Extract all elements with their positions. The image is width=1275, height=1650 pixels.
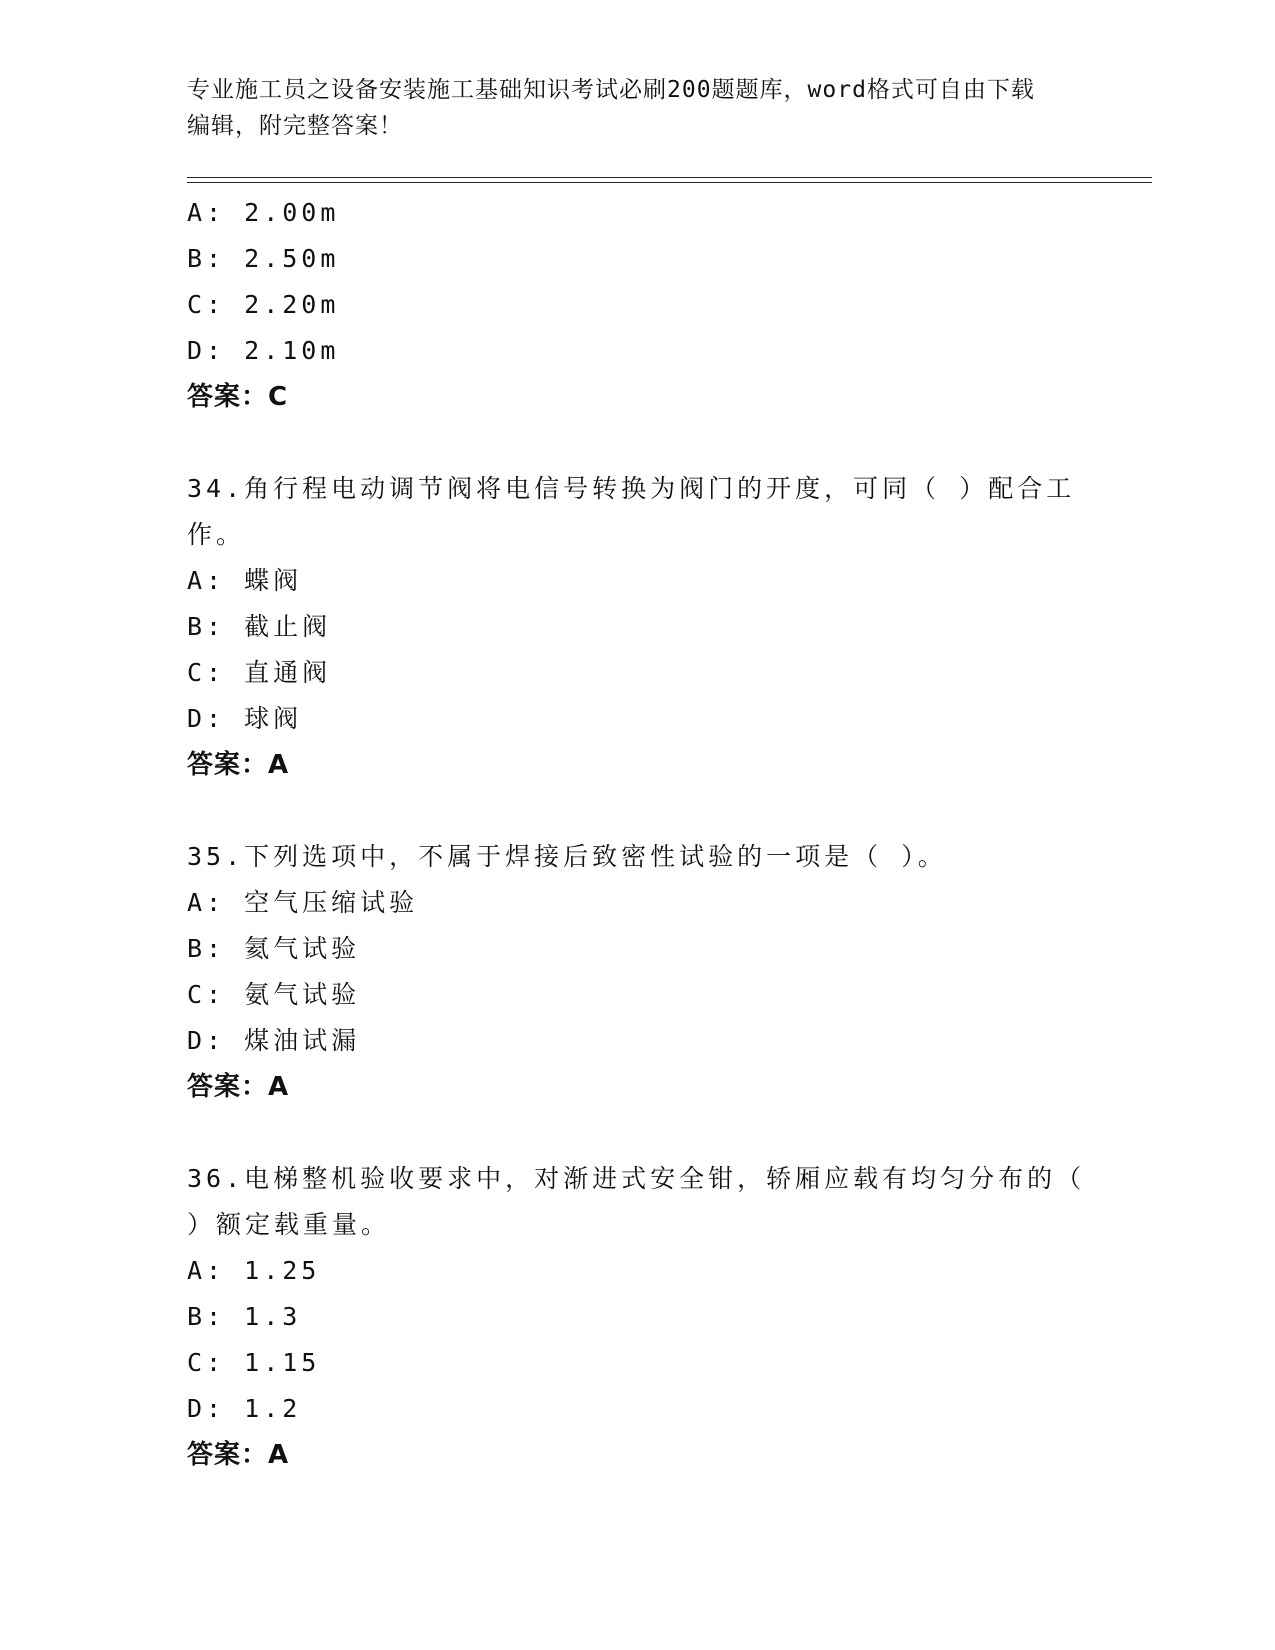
question-stem-line: 36.电梯整机验收要求中，对渐进式安全钳，轿厢应载有均匀分布的（ xyxy=(187,1164,1086,1193)
question-block xyxy=(187,190,1087,420)
header-line-1: 专业施工员之设备安装施工基础知识考试必刷200题题库，word格式可自由下载 xyxy=(187,77,1035,103)
option-c: C: 1.15 xyxy=(187,1348,321,1377)
option-d: D: 球阀 xyxy=(187,704,303,733)
option-a: A: 1.25 xyxy=(187,1256,321,1285)
option-d: D: 2.10m xyxy=(187,336,340,365)
option-d: D: 煤油试漏 xyxy=(187,1026,361,1055)
option-b: B: 截止阀 xyxy=(187,612,332,641)
option-c: C: 氨气试验 xyxy=(187,980,361,1009)
question-stem-line: 35.下列选项中，不属于焊接后致密性试验的一项是（ ）。 xyxy=(187,842,947,871)
answer-label: 答案：A xyxy=(187,1440,290,1470)
option-b: B: 1.3 xyxy=(187,1302,302,1331)
header-line-2: 编辑，附完整答案！ xyxy=(187,113,403,139)
header-divider-bottom xyxy=(187,182,1152,183)
question-stem-line: ）额定载重量。 xyxy=(187,1210,391,1239)
option-a: A: 蝶阀 xyxy=(187,566,303,595)
spacer xyxy=(187,788,1087,834)
question-block xyxy=(187,466,1087,788)
option-c: C: 直通阀 xyxy=(187,658,332,687)
document-header xyxy=(187,72,1087,144)
option-a: A: 空气压缩试验 xyxy=(187,888,419,917)
option-c: C: 2.20m xyxy=(187,290,340,319)
question-stem-line: 34.角行程电动调节阀将电信号转换为阀门的开度，可同（ ）配合工 xyxy=(187,474,1076,503)
option-d: D: 1.2 xyxy=(187,1394,302,1423)
spacer xyxy=(187,1110,1087,1156)
spacer xyxy=(187,420,1087,466)
question-list xyxy=(187,190,1087,1478)
option-a: A: 2.00m xyxy=(187,198,340,227)
option-b: B: 2.50m xyxy=(187,244,340,273)
answer-label: 答案：C xyxy=(187,382,289,412)
answer-label: 答案：A xyxy=(187,750,290,780)
answer-label: 答案：A xyxy=(187,1072,290,1102)
option-b: B: 氦气试验 xyxy=(187,934,361,963)
question-block xyxy=(187,1156,1087,1478)
header-divider-top xyxy=(187,177,1152,178)
question-block xyxy=(187,834,1087,1110)
question-stem-line: 作。 xyxy=(187,520,246,549)
